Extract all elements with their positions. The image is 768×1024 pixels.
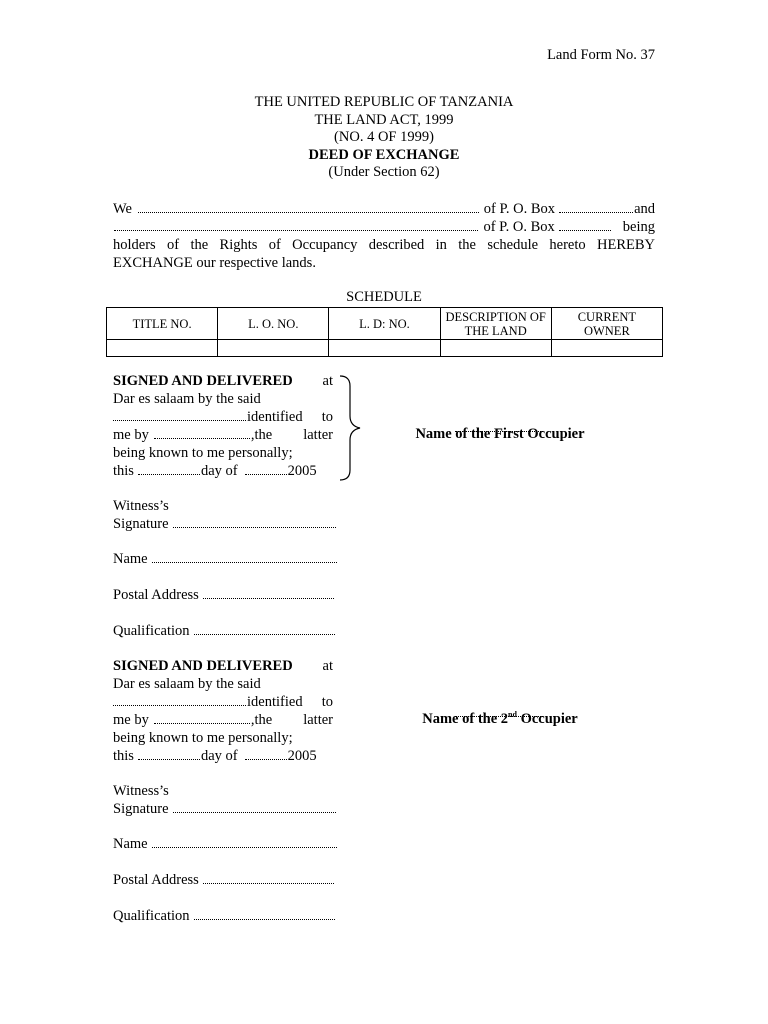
intro-line-4: EXCHANGE our respective lands. [113, 255, 316, 271]
col-description: DESCRIPTION OF THE LAND [440, 308, 551, 340]
document-header [0, 94, 768, 182]
year-label-2: 2005 [287, 748, 317, 764]
to-label: to [321, 409, 333, 425]
name-label: Name [113, 551, 148, 567]
witness-block-1 [113, 497, 353, 640]
day-of-label-2: day of [200, 748, 238, 764]
witness2-name-field[interactable] [152, 847, 337, 848]
this-label: this [113, 463, 134, 479]
col-ld-no: L. D: NO. [329, 308, 440, 340]
cell-title-no[interactable] [107, 340, 218, 357]
witness-block-2 [113, 782, 353, 925]
occupier2-label [385, 711, 615, 728]
and-label: and [634, 201, 655, 217]
we-label: We [113, 201, 132, 217]
name-label-2: Name [113, 836, 148, 852]
day-of-label: day of [200, 463, 238, 479]
party1-name-field[interactable] [138, 212, 479, 213]
cell-lo-no[interactable] [218, 340, 329, 357]
party2-po-box-field[interactable] [559, 230, 611, 231]
dar-label: Dar es salaam by the said [113, 391, 261, 407]
identified-label: identified [247, 409, 303, 425]
party2-name-field[interactable] [114, 230, 478, 231]
curly-brace-icon [338, 374, 366, 482]
identifier1-field[interactable] [154, 438, 250, 439]
po-box-label: of P. O. Box [483, 201, 556, 217]
occupier2-said-field[interactable] [113, 705, 246, 706]
cell-description[interactable] [440, 340, 551, 357]
document-subtitle: (Under Section 62) [328, 164, 440, 180]
being-label: being [622, 219, 655, 235]
the-label: ,the [250, 427, 273, 443]
postal-address-label: Postal Address [113, 587, 199, 603]
signature-label-2: Signature [113, 801, 169, 817]
day1-field[interactable] [138, 474, 200, 475]
col-title-no: TITLE NO. [107, 308, 218, 340]
witness2-qualification-field[interactable] [194, 919, 335, 920]
signing-block-1 [113, 372, 333, 480]
known-label-2: being known to me personally; [113, 730, 293, 746]
signature-label: Signature [113, 516, 169, 532]
at-label-2: at [322, 658, 333, 674]
occupier2-label-pre: Name of the 2 [422, 711, 509, 727]
occupier1-label: Name of the First Occupier [415, 426, 585, 442]
qualification-label-2: Qualification [113, 908, 190, 924]
known-label: being known to me personally; [113, 445, 293, 461]
witness2-signature-field[interactable] [173, 812, 336, 813]
witness1-qualification-field[interactable] [194, 634, 335, 635]
the-label-2: ,the [250, 712, 273, 728]
col-current-owner: CURRENT OWNER [551, 308, 662, 340]
witness2-postal-field[interactable] [203, 883, 334, 884]
party1-po-box-field[interactable] [559, 212, 633, 213]
postal-address-label-2: Postal Address [113, 872, 199, 888]
witness1-name-field[interactable] [152, 562, 337, 563]
act-number-line: (NO. 4 OF 1999) [334, 129, 434, 145]
to-label-2: to [321, 694, 333, 710]
witness1-postal-field[interactable] [203, 598, 334, 599]
intro-paragraph [113, 200, 655, 272]
identified-label-2: identified [247, 694, 303, 710]
form-number: Land Form No. 37 [547, 47, 655, 63]
year-label: 2005 [287, 463, 317, 479]
po-box-label-2: of P. O. Box [483, 219, 555, 235]
document-title: DEED OF EXCHANGE [308, 146, 460, 163]
schedule-title: SCHEDULE [346, 289, 422, 305]
qualification-label: Qualification [113, 623, 190, 639]
schedule-table [106, 307, 663, 357]
occupier2-label-sup: nd [508, 710, 517, 720]
col-lo-no: L. O. NO. [218, 308, 329, 340]
signing-block-2 [113, 657, 333, 765]
latter-label-2: latter [303, 712, 333, 728]
latter-label: latter [303, 427, 333, 443]
occupier2-label-post: Occupier [516, 711, 578, 727]
occupier1-said-field[interactable] [113, 420, 246, 421]
identifier2-field[interactable] [154, 723, 250, 724]
cell-current-owner[interactable] [551, 340, 662, 357]
intro-line-3: holders of the Rights of Occupancy described in the schedule hereto HEREBY [113, 237, 655, 253]
this-label-2: this [113, 748, 134, 764]
signed-delivered-label: SIGNED AND DELIVERED [113, 373, 293, 389]
witness-label: Witness’s [113, 498, 169, 514]
witness-label-2: Witness’s [113, 783, 169, 799]
me-by-label: me by [113, 427, 149, 443]
me-by-label-2: me by [113, 712, 149, 728]
signed-delivered-label-2: SIGNED AND DELIVERED [113, 658, 293, 674]
cell-ld-no[interactable] [329, 340, 440, 357]
republic-line: THE UNITED REPUBLIC OF TANZANIA [254, 94, 514, 110]
month1-field[interactable] [245, 474, 287, 475]
at-label: at [322, 373, 333, 389]
act-line: THE LAND ACT, 1999 [314, 111, 454, 128]
month2-field[interactable] [245, 759, 287, 760]
day2-field[interactable] [138, 759, 200, 760]
witness1-signature-field[interactable] [173, 527, 336, 528]
dar-label-2: Dar es salaam by the said [113, 676, 261, 692]
